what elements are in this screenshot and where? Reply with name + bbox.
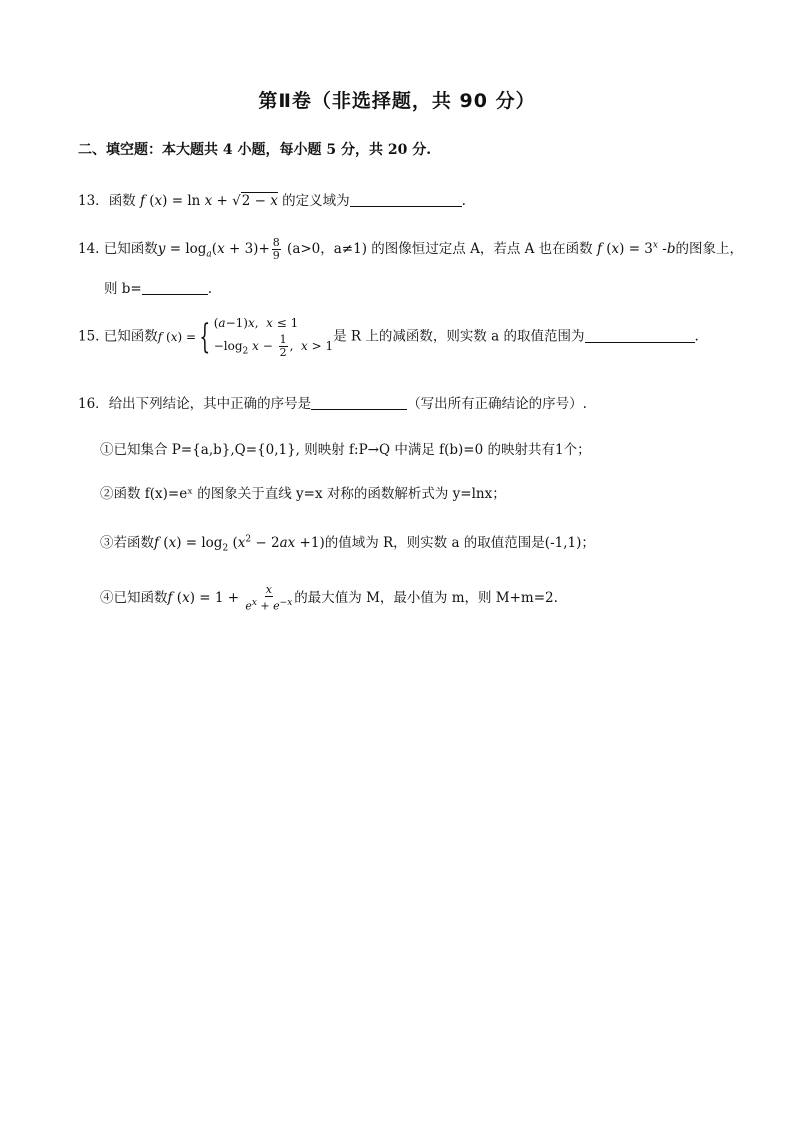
question-15 [78,312,699,362]
q15-end: . [694,328,699,345]
q15-post: 是 R 上的减函数，则实数 a 的取值范围为 [333,328,585,345]
statement-1: ①已知集合 P={a,b},Q={0,1}, 则映射 f:P→Q 中满足 f(b)=0 的映射共有1个； [100,442,591,458]
q14-answer-blank[interactable] [142,280,208,295]
q16-hint: （写出所有正确结论的序号）. [407,396,587,412]
q15-answer-blank[interactable] [585,328,695,343]
q16-number: 16． [78,396,109,412]
q14-pre: 已知函数 [103,241,158,257]
question-14-line2 [104,277,212,297]
s4-formula: f (x) = 1 + $\frac{x}{e^x + e^{-x}}$ [167,583,293,613]
q13-end: . [461,193,466,209]
q13-pre: 函数 [108,193,136,209]
q13-number: 13． [78,193,109,209]
section-heading: 二、填空题：本大题共 4 小题，每小题 5 分，共 20 分. [78,142,432,158]
s4-post: 的最大值为 M，最小值为 m，则 M+m=2. [294,589,558,606]
q15-formula: f (x) = { (a−1)x, x ≤ 1 $-\log_2$ x − $\frac{1}{2}$ , x > 1 [157,316,334,359]
q14-post: 的图象上， [675,241,743,257]
statement-4 [100,584,558,613]
question-13 [78,189,466,209]
question-16 [78,392,587,412]
q14-formula: $y = \log_a(x + 3)+$ $\frac{8}{9}$ [157,236,280,262]
statement-2: ②函数 f(x)=eˣ 的图象关于直线 y=x 对称的函数解析式为 y=lnx； [100,486,506,502]
q13-answer-blank[interactable] [350,192,462,207]
s3-post: 的值域为 R，则实数 a 的取值范围是(-1,1)； [324,535,595,551]
page-title: 第Ⅱ卷（非选择题，共 90 分） [258,90,536,112]
s4-pre: ④已知函数 [100,589,168,606]
s3-pre: ③若函数 [100,535,154,551]
q14-line2: 则 b= [104,281,142,297]
q14-condition: (a>0，a≠1) [287,241,367,257]
q16-text: 给出下列结论，其中正确的序号是 [108,396,312,412]
q13-post: 的定义域为 [282,193,350,209]
q15-number: 15. [78,328,100,345]
statement-3 [100,531,595,554]
q14-end: . [207,281,213,297]
q14-number: 14. [78,241,100,257]
q16-answer-blank[interactable] [311,395,407,410]
q14-mid: 的图像恒过定点 A，若点 A 也在函数 [371,241,593,257]
question-14 [78,237,743,262]
s3-formula: f $(x) = \log_2 (x^2 - 2ax +1)$ [154,534,325,554]
q15-pre: 已知函数 [103,328,158,345]
q14-formula-2: f $(x) = 3^x$ -b [596,240,676,257]
q13-formula: f (x) = ln x + √2 − x [139,193,278,209]
